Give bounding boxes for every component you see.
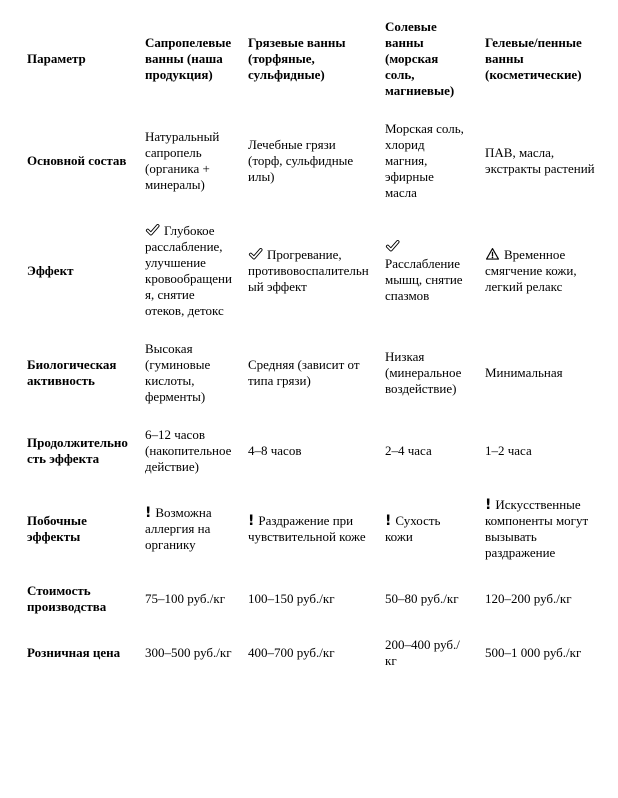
table-cell [145, 486, 248, 572]
cell-text: 120–200 руб./кг [485, 591, 572, 606]
cell-text: 50–80 руб./кг [385, 591, 459, 606]
check-icon [385, 239, 400, 253]
table-cell [385, 626, 485, 680]
table-cell [145, 330, 248, 416]
exclamation-icon: ! [485, 497, 492, 513]
cell-text: Низкая (минеральное воздействие) [385, 349, 462, 396]
cell-text: 4–8 часов [248, 443, 302, 458]
table-cell [145, 212, 248, 330]
table-cell [145, 572, 248, 626]
cell-text: 2–4 часа [385, 443, 432, 458]
table-body [27, 110, 611, 680]
table-cell [385, 212, 485, 330]
exclamation-icon: ! [145, 505, 152, 521]
bath-comparison-table [27, 8, 611, 680]
cell-text: Искусственные компоненты могут вызывать раздражение [485, 497, 589, 560]
table-row [27, 626, 611, 680]
cell-text: 1–2 часа [485, 443, 532, 458]
table-row [27, 212, 611, 330]
cell-text: Сухость кожи [385, 513, 441, 544]
table-cell [385, 572, 485, 626]
cell-text: Натуральный сапропель (органика + минералы) [145, 129, 220, 192]
cell-text: ПАВ, масла, экстракты растений [485, 145, 595, 176]
warning-icon [485, 247, 500, 261]
cell-text: Средняя (зависит от типа грязи) [248, 357, 360, 388]
cell-text: 300–500 руб./кг [145, 645, 232, 660]
cell-text: Раздражение при чувствительной коже [248, 513, 366, 544]
row-parameter-label: Розничная цена [27, 645, 121, 660]
table-cell [248, 212, 385, 330]
cell-text: 200–400 руб./кг [385, 637, 460, 668]
table-header [27, 8, 611, 110]
cell-text: Глубокое расслабление, улучшение кровообращения, снятие отеков, детокс [145, 223, 232, 318]
exclamation-icon: ! [385, 513, 392, 529]
table-cell [485, 486, 611, 572]
row-parameter-label: Стоимость производства [27, 583, 107, 614]
header-row [27, 8, 611, 110]
table-cell [248, 486, 385, 572]
table-cell [385, 330, 485, 416]
table-cell [248, 626, 385, 680]
table-cell [145, 110, 248, 212]
cell-text: 6–12 часов (накопительное действие) [145, 427, 232, 474]
column-header: Грязевые ванны (торфяные, сульфидные) [248, 35, 346, 82]
table-cell [485, 572, 611, 626]
table-cell [485, 212, 611, 330]
row-parameter-label: Побочные эффекты [27, 513, 87, 544]
table-cell [385, 110, 485, 212]
row-parameter-label: Продолжительность эффекта [27, 435, 128, 466]
table-cell [485, 110, 611, 212]
column-header: Гелевые/пенные ванны (косметические) [485, 35, 582, 82]
table-cell [485, 416, 611, 486]
cell-text: 400–700 руб./кг [248, 645, 335, 660]
table-cell [248, 110, 385, 212]
table-cell [485, 330, 611, 416]
cell-icon-line [385, 239, 469, 255]
column-header: Параметр [27, 51, 86, 66]
cell-text: 75–100 руб./кг [145, 591, 226, 606]
table-row [27, 416, 611, 486]
table-row [27, 572, 611, 626]
table-cell [485, 626, 611, 680]
table-cell [248, 330, 385, 416]
table-row [27, 330, 611, 416]
table-cell [385, 486, 485, 572]
table-cell [145, 416, 248, 486]
exclamation-icon: ! [248, 513, 255, 529]
table-cell [248, 416, 385, 486]
cell-text: Временное смягчение кожи, легкий релакс [485, 247, 577, 294]
cell-text: 100–150 руб./кг [248, 591, 335, 606]
row-parameter-label: Биологическая активность [27, 357, 117, 388]
table-row [27, 486, 611, 572]
cell-text: Высокая (гуминовые кислоты, ферменты) [145, 341, 211, 404]
cell-text: Морская соль, хлорид магния, эфирные масла [385, 121, 464, 200]
cell-text: Расслабление мышц, снятие спазмов [385, 255, 463, 303]
cell-text: Возможна аллергия на органику [145, 505, 212, 552]
column-header: Сапропелевые ванны (наша продукция) [145, 35, 232, 82]
row-parameter-label: Основной состав [27, 153, 127, 168]
column-header: Солевые ванны (морская соль, магниевые) [385, 19, 455, 98]
table-cell [145, 626, 248, 680]
cell-text: Прогревание, противовоспалительный эффект [248, 247, 369, 294]
cell-text: Минимальная [485, 365, 563, 380]
table-cell [385, 416, 485, 486]
row-parameter-label: Эффект [27, 263, 74, 278]
cell-text: 500–1 000 руб./кг [485, 645, 582, 660]
table-cell [248, 572, 385, 626]
check-icon [248, 247, 263, 261]
cell-text: Лечебные грязи (торф, сульфидные илы) [248, 137, 354, 184]
check-icon [145, 223, 160, 237]
table-row [27, 110, 611, 212]
